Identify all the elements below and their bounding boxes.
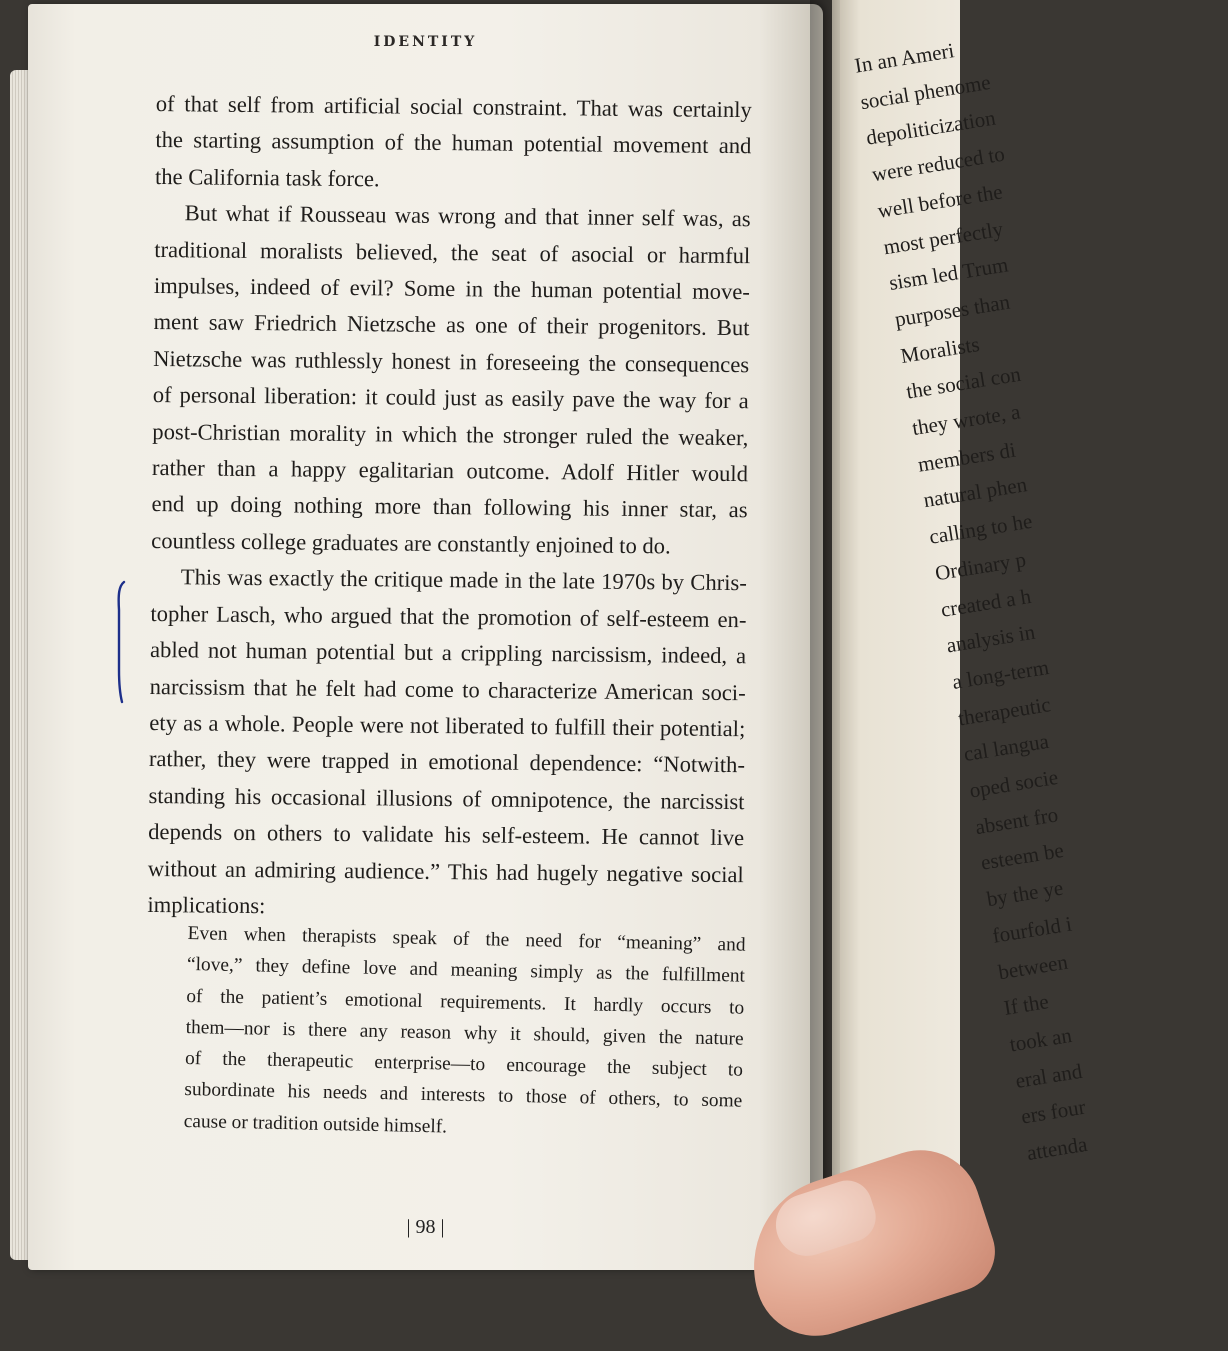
text-line: impulses, indeed of evil? Some in the human potential move- xyxy=(153,273,751,305)
text-line: topher Lasch, who argued that the promotion of self-esteem en- xyxy=(150,600,747,632)
right-text-line: sism led Trum xyxy=(887,252,1010,296)
right-text-line: attenda xyxy=(1025,1131,1089,1166)
right-text-line: created a h xyxy=(939,583,1033,622)
quote-line: Even when therapists speak of the need for “meaning” and xyxy=(187,922,746,956)
text-line: This was exactly the critique made in the late 1970s by Chris- xyxy=(180,564,747,596)
quote-line: them—nor is there any reason why it should, given the nature xyxy=(185,1016,744,1050)
text-line: rather, they were trapped in emotional dependence: “Notwith- xyxy=(148,746,746,778)
right-text-line: members di xyxy=(916,437,1018,477)
text-line: depends on others to validate his self-esteem. He cannot live xyxy=(148,819,745,851)
right-text-line: In an Ameri xyxy=(852,38,956,78)
right-text-line: purposes than xyxy=(893,289,1012,332)
right-text-line: natural phen xyxy=(921,472,1029,513)
pen-margin-mark xyxy=(115,580,129,704)
right-text-line: depoliticization xyxy=(864,105,998,151)
text-line: implications: xyxy=(147,891,266,919)
right-text-line: absent fro xyxy=(973,802,1060,839)
right-text-line: therapeutic xyxy=(956,691,1053,731)
text-line: of personal liberation: it could just as easily pave the way for a xyxy=(152,382,749,414)
text-line: without an admiring audience.” This had hugely negative social xyxy=(147,855,744,887)
text-line: ety as a whole. People were not liberated to fulfill their potential; xyxy=(149,709,746,742)
right-text-line: social phenome xyxy=(858,69,993,114)
right-page-text xyxy=(852,17,1228,1172)
right-text-line: analysis in xyxy=(944,619,1037,658)
text-line: narcissism that he felt had come to characterize American soci- xyxy=(149,673,746,705)
quote-line: subordinate his needs and interests to those of others, to some xyxy=(184,1079,743,1113)
right-text-line: eral and xyxy=(1013,1058,1084,1093)
page-number: | 98 | xyxy=(406,1216,445,1238)
right-text-line: between xyxy=(996,949,1070,984)
right-text-line: by the ye xyxy=(984,875,1065,912)
text-line: countless college graduates are constantly enjoined to do. xyxy=(151,527,671,559)
text-line: the starting assumption of the human potential movement and xyxy=(155,127,752,159)
quote-line: of the patient’s emotional requirements. It hardly occurs to xyxy=(186,985,745,1019)
right-text-line: fourfold i xyxy=(990,911,1074,948)
block-quote xyxy=(183,918,745,1149)
text-line: Nietzsche was ruthlessly honest in foreseeing the consequences xyxy=(153,345,750,378)
quote-line: cause or tradition outside himself. xyxy=(183,1110,448,1138)
text-line: rather than a happy egalitarian outcome. Adolf Hitler would xyxy=(151,455,749,487)
right-text-line: ers four xyxy=(1019,1095,1088,1129)
right-text-line: they wrote, a xyxy=(910,399,1022,441)
right-text-line: a long-term xyxy=(950,654,1051,694)
text-line: ment saw Friedrich Nietzsche as one of their progenitors. But xyxy=(153,309,750,341)
text-line: the California task force. xyxy=(154,163,380,192)
right-text-line: oped socie xyxy=(967,764,1060,803)
text-line: abled not human potential but a crippling narcissism, indeed, a xyxy=(149,637,747,669)
right-text-line: were reduced to xyxy=(870,141,1007,187)
text-line: standing his occasional illusions of omnipotence, the narcissist xyxy=(148,782,745,814)
right-text-line: esteem be xyxy=(979,838,1066,876)
right-text-line: took an xyxy=(1007,1022,1074,1057)
text-line: of that self from artificial social constraint. That was certainly xyxy=(155,90,752,123)
right-text-line: most perfectly xyxy=(881,216,1005,259)
right-text-line: calling to he xyxy=(927,508,1034,549)
right-text-line: cal langua xyxy=(962,729,1051,767)
text-line: post-Christian morality in which the stronger ruled the weaker, xyxy=(152,418,749,450)
right-text-line: the social con xyxy=(904,362,1023,404)
quote-line: of the therapeutic enterprise—to encourage the subject to xyxy=(184,1048,744,1081)
right-text-line: Ordinary p xyxy=(933,547,1028,586)
left-page xyxy=(28,4,823,1270)
text-line: end up doing nothing more than following his inner star, as xyxy=(151,491,748,523)
right-text-line: Moralists xyxy=(898,331,981,368)
right-text-line: If the xyxy=(1002,989,1051,1021)
body-text xyxy=(147,86,752,930)
text-line: traditional moralists believed, the seat of asocial or harmful xyxy=(154,236,751,268)
right-text-line: well before the xyxy=(875,179,1005,223)
text-line: But what if Rousseau was wrong and that inner self was, as xyxy=(184,200,751,232)
book-gutter-shadow xyxy=(810,0,840,1280)
right-page xyxy=(832,0,1089,1280)
running-head: IDENTITY xyxy=(373,34,478,50)
quote-line: “love,” they define love and meaning simply as the fulfillment xyxy=(186,954,746,987)
